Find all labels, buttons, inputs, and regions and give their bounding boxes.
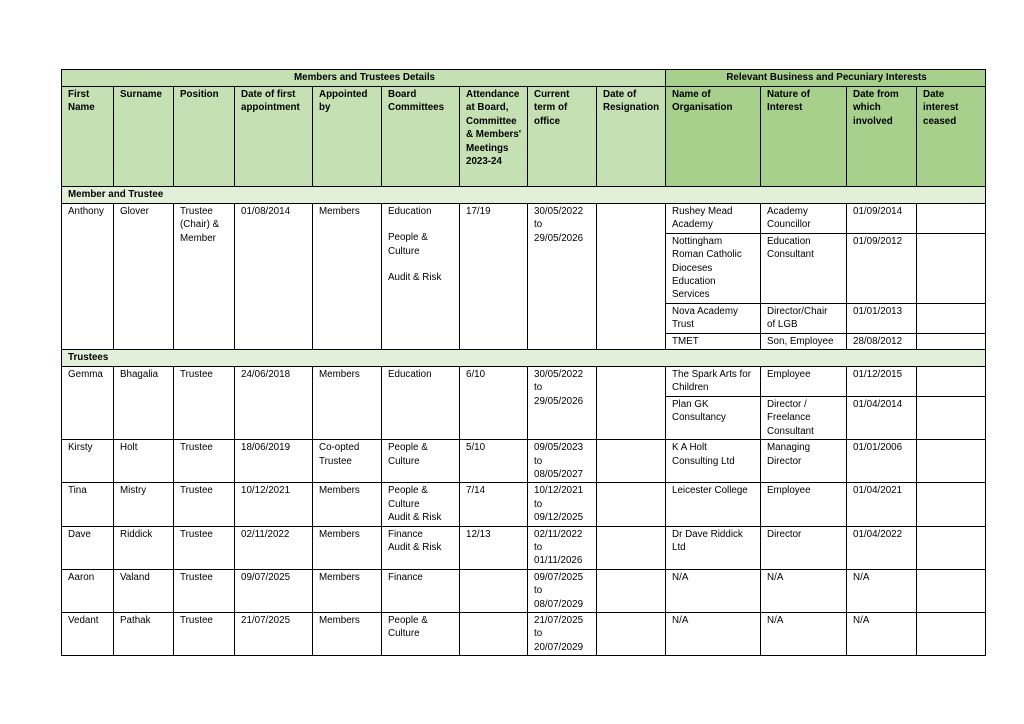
organisation-cell: Nova Academy Trust — [666, 303, 761, 333]
surname-cell: Valand — [114, 569, 174, 612]
surname-cell: Mistry — [114, 483, 174, 526]
resignation-cell — [597, 526, 666, 569]
date-ceased-cell — [917, 396, 986, 439]
attendance-cell: 12/13 — [460, 526, 528, 569]
term-cell: 30/05/2022 to 29/05/2026 — [528, 367, 597, 440]
date-ceased-cell — [917, 612, 986, 655]
col-name-organisation: Name of Organisation — [666, 87, 761, 187]
appointment-date-cell: 09/07/2025 — [235, 569, 313, 612]
appointed-by-cell: Members — [313, 204, 382, 350]
column-header-row — [62, 87, 986, 187]
surname-cell: Glover — [114, 204, 174, 350]
first-name-cell: Dave — [62, 526, 114, 569]
date-from-cell: 28/08/2012 — [847, 333, 917, 349]
date-from-cell: 01/01/2006 — [847, 440, 917, 483]
resignation-cell — [597, 612, 666, 655]
col-date-first-appointment: Date of first appointment — [235, 87, 313, 187]
appointed-by-cell: Members — [313, 367, 382, 440]
date-from-cell: 01/04/2022 — [847, 526, 917, 569]
date-ceased-cell — [917, 569, 986, 612]
appointment-date-cell: 21/07/2025 — [235, 612, 313, 655]
committees-cell — [382, 204, 460, 350]
attendance-cell — [460, 612, 528, 655]
committees-cell: Finance Audit & Risk — [382, 526, 460, 569]
section-row-member-trustee — [62, 187, 986, 204]
appointment-date-cell: 18/06/2019 — [235, 440, 313, 483]
first-name-cell: Gemma — [62, 367, 114, 440]
organisation-cell: N/A — [666, 569, 761, 612]
committees-cell: Education — [382, 367, 460, 440]
col-date-resignation: Date of Resignation — [597, 87, 666, 187]
resignation-cell — [597, 569, 666, 612]
appointment-date-cell: 01/08/2014 — [235, 204, 313, 350]
table-row — [62, 440, 986, 483]
date-ceased-cell — [917, 526, 986, 569]
date-from-cell: N/A — [847, 612, 917, 655]
col-attendance: Attendance at Board, Committee & Members' Meetings 2023-24 — [460, 87, 528, 187]
date-ceased-cell — [917, 204, 986, 234]
nature-cell: Managing Director — [761, 440, 847, 483]
first-name-cell: Anthony — [62, 204, 114, 350]
organisation-cell: Nottingham Roman Catholic Dioceses Education Services — [666, 233, 761, 303]
resignation-cell — [597, 367, 666, 440]
col-date-from: Date from which involved — [847, 87, 917, 187]
nature-cell: N/A — [761, 569, 847, 612]
table-row — [62, 612, 986, 655]
term-cell: 10/12/2021 to 09/12/2025 — [528, 483, 597, 526]
organisation-cell: TMET — [666, 333, 761, 349]
appointed-by-cell: Members — [313, 526, 382, 569]
section-label: Member and Trustee — [62, 187, 986, 204]
nature-cell: Academy Councillor — [761, 204, 847, 234]
date-from-cell: 01/04/2021 — [847, 483, 917, 526]
term-cell: 02/11/2022 to 01/11/2026 — [528, 526, 597, 569]
table-row — [62, 367, 986, 397]
table-title-row — [62, 70, 986, 87]
term-cell: 30/05/2022 to 29/05/2026 — [528, 204, 597, 350]
table-row — [62, 204, 986, 234]
date-ceased-cell — [917, 440, 986, 483]
attendance-cell: 6/10 — [460, 367, 528, 440]
date-ceased-cell — [917, 333, 986, 349]
date-ceased-cell — [917, 303, 986, 333]
appointed-by-cell: Members — [313, 483, 382, 526]
appointed-by-cell: Members — [313, 569, 382, 612]
date-from-cell: 01/04/2014 — [847, 396, 917, 439]
date-ceased-cell — [917, 367, 986, 397]
surname-cell: Riddick — [114, 526, 174, 569]
col-surname: Surname — [114, 87, 174, 187]
organisation-cell: The Spark Arts for Children — [666, 367, 761, 397]
business-interests-heading: Relevant Business and Pecuniary Interests — [666, 70, 986, 87]
table-row — [62, 483, 986, 526]
members-trustees-table — [61, 69, 986, 656]
appointed-by-cell: Members — [313, 612, 382, 655]
position-cell: Trustee — [174, 483, 235, 526]
organisation-cell: K A Holt Consulting Ltd — [666, 440, 761, 483]
appointed-by-cell: Co-opted Trustee — [313, 440, 382, 483]
position-cell: Trustee — [174, 569, 235, 612]
nature-cell: Director / Freelance Consultant — [761, 396, 847, 439]
attendance-cell: 7/14 — [460, 483, 528, 526]
date-from-cell: 01/01/2013 — [847, 303, 917, 333]
table-row — [62, 569, 986, 612]
members-trustees-details-heading: Members and Trustees Details — [62, 70, 666, 87]
committee-item: Education — [388, 206, 432, 217]
organisation-cell: Dr Dave Riddick Ltd — [666, 526, 761, 569]
col-date-ceased: Date interest ceased — [917, 87, 986, 187]
position-cell: Trustee — [174, 612, 235, 655]
committee-item: People & Culture — [388, 232, 428, 257]
table-row — [62, 526, 986, 569]
section-label: Trustees — [62, 350, 986, 367]
first-name-cell: Aaron — [62, 569, 114, 612]
resignation-cell — [597, 204, 666, 350]
resignation-cell — [597, 483, 666, 526]
nature-cell: Son, Employee — [761, 333, 847, 349]
surname-cell: Pathak — [114, 612, 174, 655]
first-name-cell: Kirsty — [62, 440, 114, 483]
attendance-cell: 5/10 — [460, 440, 528, 483]
date-ceased-cell — [917, 233, 986, 303]
surname-cell: Holt — [114, 440, 174, 483]
organisation-cell: N/A — [666, 612, 761, 655]
position-cell: Trustee — [174, 526, 235, 569]
organisation-cell: Leicester College — [666, 483, 761, 526]
nature-cell: Employee — [761, 367, 847, 397]
nature-cell: Director — [761, 526, 847, 569]
attendance-cell: 17/19 — [460, 204, 528, 350]
date-ceased-cell — [917, 483, 986, 526]
term-cell: 09/07/2025 to 08/07/2029 — [528, 569, 597, 612]
col-current-term: Current term of office — [528, 87, 597, 187]
first-name-cell: Tina — [62, 483, 114, 526]
appointment-date-cell: 10/12/2021 — [235, 483, 313, 526]
position-cell: Trustee (Chair) & Member — [174, 204, 235, 350]
resignation-cell — [597, 440, 666, 483]
position-cell: Trustee — [174, 440, 235, 483]
position-cell: Trustee — [174, 367, 235, 440]
first-name-cell: Vedant — [62, 612, 114, 655]
committees-cell: People & Culture Audit & Risk — [382, 483, 460, 526]
col-first-name: First Name — [62, 87, 114, 187]
date-from-cell: N/A — [847, 569, 917, 612]
attendance-cell — [460, 569, 528, 612]
term-cell: 09/05/2023 to 08/05/2027 — [528, 440, 597, 483]
nature-cell: Education Consultant — [761, 233, 847, 303]
committees-cell: People & Culture — [382, 612, 460, 655]
nature-cell: N/A — [761, 612, 847, 655]
surname-cell: Bhagalia — [114, 367, 174, 440]
committees-cell: People & Culture — [382, 440, 460, 483]
nature-cell: Director/Chair of LGB — [761, 303, 847, 333]
date-from-cell: 01/09/2012 — [847, 233, 917, 303]
term-cell: 21/07/2025 to 20/07/2029 — [528, 612, 597, 655]
date-from-cell: 01/09/2014 — [847, 204, 917, 234]
nature-cell: Employee — [761, 483, 847, 526]
committee-item: Audit & Risk — [388, 272, 442, 284]
appointment-date-cell: 24/06/2018 — [235, 367, 313, 440]
date-from-cell: 01/12/2015 — [847, 367, 917, 397]
organisation-cell: Rushey Mead Academy — [666, 204, 761, 234]
col-appointed-by: Appointed by — [313, 87, 382, 187]
organisation-cell: Plan GK Consultancy — [666, 396, 761, 439]
section-row-trustees — [62, 350, 986, 367]
col-board-committees: Board Committees — [382, 87, 460, 187]
col-position: Position — [174, 87, 235, 187]
col-nature-interest: Nature of Interest — [761, 87, 847, 187]
committees-cell: Finance — [382, 569, 460, 612]
appointment-date-cell: 02/11/2022 — [235, 526, 313, 569]
